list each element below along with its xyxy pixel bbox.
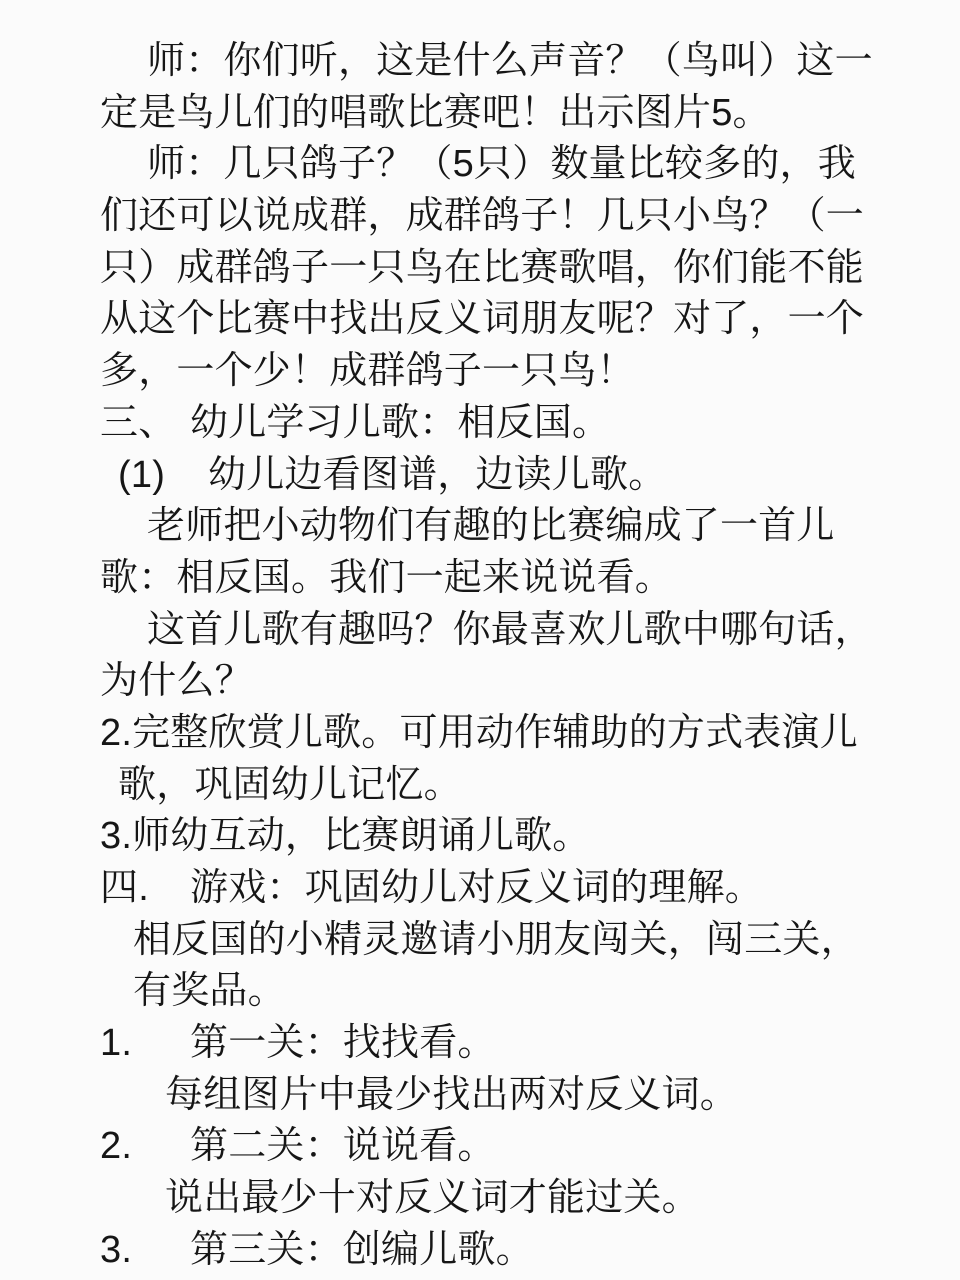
list-marker: 1. [100,1022,133,1065]
text-line [100,553,942,605]
text-line [100,294,942,346]
text-line [100,1018,942,1070]
line-text: 们还可以说成群，成群鸽子！几只小鸟？（一 [100,195,865,238]
line-text: 说出最少十对反义词才能过关。 [165,1177,700,1220]
text-line [100,450,942,502]
text-line [100,811,942,863]
text-line [100,139,942,191]
text-line [100,915,942,967]
line-text: 定是鸟儿们的唱歌比赛吧！出示图片5。 [100,91,771,134]
text-line [100,1173,942,1225]
text-line [100,656,942,708]
line-text: 只）成群鸽子一只鸟在比赛歌唱，你们能不能 [100,246,865,289]
line-text: 相反国的小精灵邀请小朋友闯关，闯三关， [133,918,859,961]
line-text: 老师把小动物们有趣的比赛编成了一首儿 [147,505,835,548]
list-marker: 3. [100,1228,133,1271]
list-marker: 三、 [100,401,177,444]
document-lines [100,36,942,1277]
line-text: 2.完整欣赏儿歌。可用动作辅助的方式表演儿 [100,711,858,754]
line-text: 这首儿歌有趣吗？你最喜欢儿歌中哪句话， [147,608,873,651]
line-text: 第二关：说说看。 [190,1125,496,1168]
list-marker: 2. [100,1125,133,1168]
line-text: 有奖品。 [133,970,286,1013]
line-text: 师：几只鸽子？（5只）数量比较多的，我 [147,143,856,186]
text-line [100,191,942,243]
list-marker: 四. [100,867,149,909]
list-marker: (1) [118,453,166,496]
text-line [100,346,942,398]
text-line [100,708,942,760]
line-text: 每组图片中最少找出两对反义词。 [165,1073,739,1116]
line-text: 幼儿学习儿歌：相反国。 [190,401,611,444]
text-line [100,966,942,1018]
line-text: 第一关：找找看。 [190,1022,496,1065]
text-line [100,398,942,450]
line-text: 为什么？ [100,660,253,703]
text-line [100,863,942,915]
line-text: 从这个比赛中找出反义词朋友呢？对了，一个 [100,298,865,341]
text-line [100,1070,942,1122]
line-text: 歌：相反国。我们一起来说说看。 [100,556,674,599]
text-line [100,36,942,88]
line-text: 3.师幼互动，比赛朗诵儿歌。 [100,815,591,858]
text-line [100,88,942,140]
text-line [100,605,942,657]
line-text: 师：你们听，这是什么声音？（鸟叫）这一 [147,40,873,82]
line-text: 多，一个少！成群鸽子一只鸟！ [100,350,635,393]
text-line [100,1225,942,1277]
line-text: 游戏：巩固幼儿对反义词的理解。 [190,867,764,909]
text-line [100,243,942,295]
text-line [100,501,942,553]
text-line [100,1121,942,1173]
line-text: 歌，巩固幼儿记忆。 [118,763,462,806]
line-text: 幼儿边看图谱，边读儿歌。 [208,453,667,496]
line-text: 第三关：创编儿歌。 [190,1228,534,1271]
text-line [100,760,942,812]
